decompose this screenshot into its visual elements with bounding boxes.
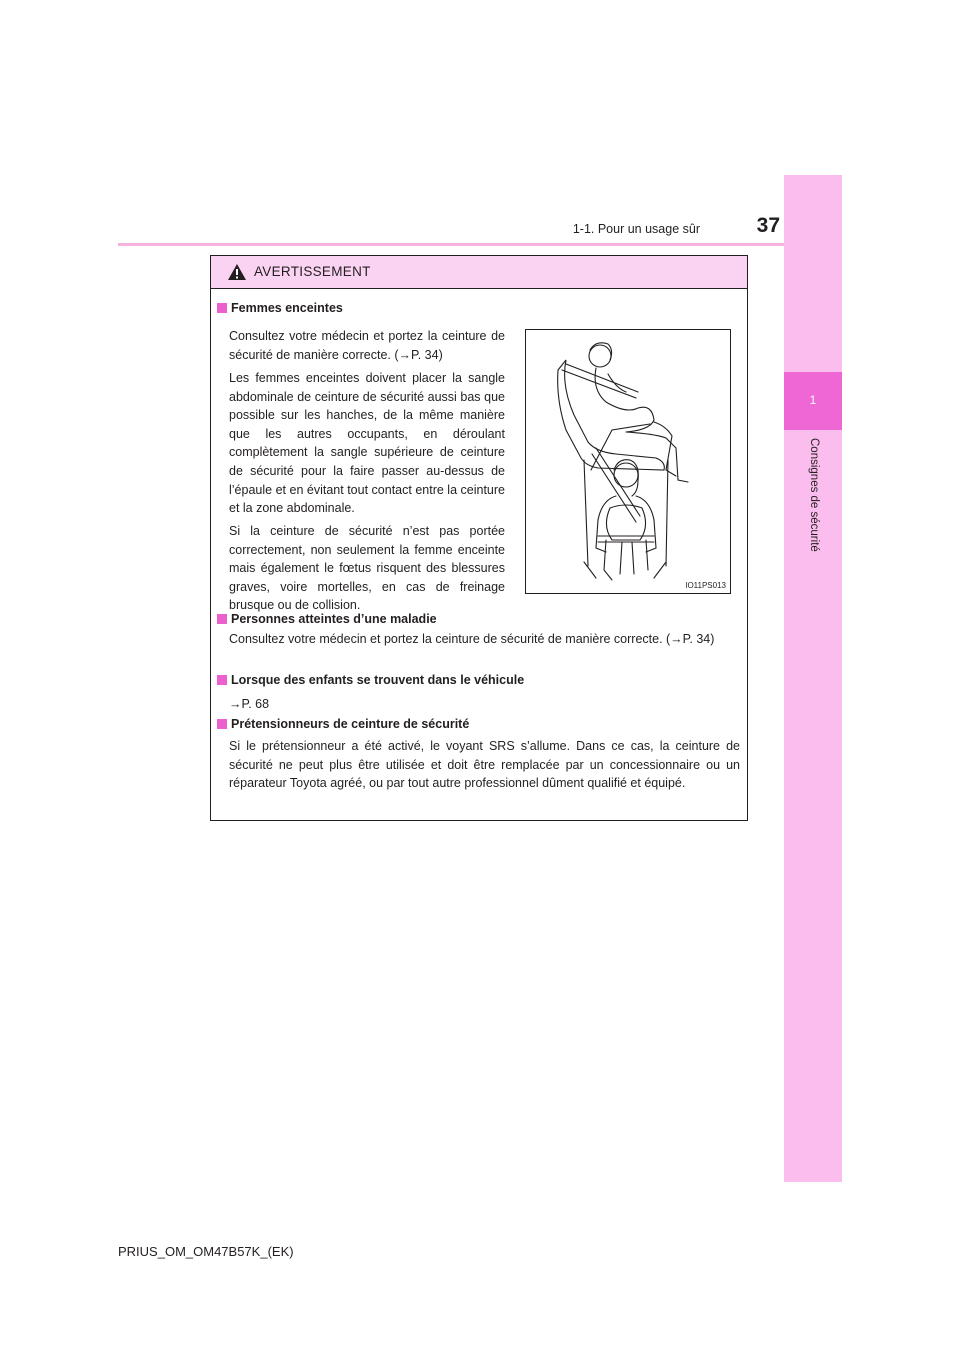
chapter-label: Consignes de sécurité xyxy=(808,438,820,552)
square-bullet-icon xyxy=(217,719,227,729)
section-title: 1-1. Pour un usage sûr xyxy=(572,222,700,236)
paragraph: Les femmes enceintes doivent placer la sangle abdominale de ceinture de sécurité aussi bas que possible sur les hanches, de la même manière que les autres occupants, en déroulant complètement la sangle supérieure de ceinture de sécurité pour la faire passer au-dessus de l’épaule et en évitant tout contact entre la ceinture et la zone abdominale. xyxy=(229,371,505,516)
square-bullet-icon xyxy=(217,675,227,685)
warning-triangle-icon xyxy=(227,263,247,281)
document-code: PRIUS_OM_OM47B57K_(EK) xyxy=(118,1244,294,1259)
page-number: 37 xyxy=(756,214,780,237)
paragraph: Consultez votre médecin et portez la ceinture de sécurité de manière correcte. (→P. 34) xyxy=(229,329,505,362)
warning-title: AVERTISSEMENT xyxy=(254,264,371,279)
warning-header xyxy=(211,256,747,289)
page-reference-link[interactable]: →P. 68 xyxy=(229,697,270,711)
section-heading-illness xyxy=(217,612,437,626)
section-heading-text: Lorsque des enfants se trouvent dans le véhicule xyxy=(231,673,525,687)
seatbelt-drawing xyxy=(526,330,730,593)
illustration-code: IO11PS013 xyxy=(685,581,726,590)
square-bullet-icon xyxy=(217,614,227,624)
section-heading-children xyxy=(217,673,524,687)
section-heading-pregnant xyxy=(217,301,343,315)
section-heading-pretensioners xyxy=(217,717,469,731)
chapter-number: 1 xyxy=(809,393,817,407)
square-bullet-icon xyxy=(217,303,227,313)
paragraph: Si la ceinture de sécurité n’est pas portée correctement, non seulement la femme enceinte mais également le fœtus risquent des blessures graves, voire mortelles, en cas de freinage brusque ou de collision. xyxy=(229,524,505,613)
pregnant-seatbelt-illustration xyxy=(525,329,731,594)
section-heading-text: Femmes enceintes xyxy=(231,301,343,315)
section-heading-text: Personnes atteintes d’une maladie xyxy=(231,612,437,626)
paragraph: Consultez votre médecin et portez la ceinture de sécurité de manière correcte. (→P. 34) xyxy=(229,632,715,646)
paragraph: Si le prétensionneur a été activé, le voyant SRS s’allume. Dans ce cas, la ceinture de sécurité ne peut plus être utilisée et doit être remplacée par un concessionnaire ou un réparateur Toyota agréé, ou par tout autre professionnel dûment qualifié et équipé. xyxy=(229,739,740,791)
section-heading-text: Prétensionneurs de ceinture de sécurité xyxy=(231,717,470,731)
header-rule xyxy=(118,243,842,246)
chapter-side-tab xyxy=(784,175,842,1182)
